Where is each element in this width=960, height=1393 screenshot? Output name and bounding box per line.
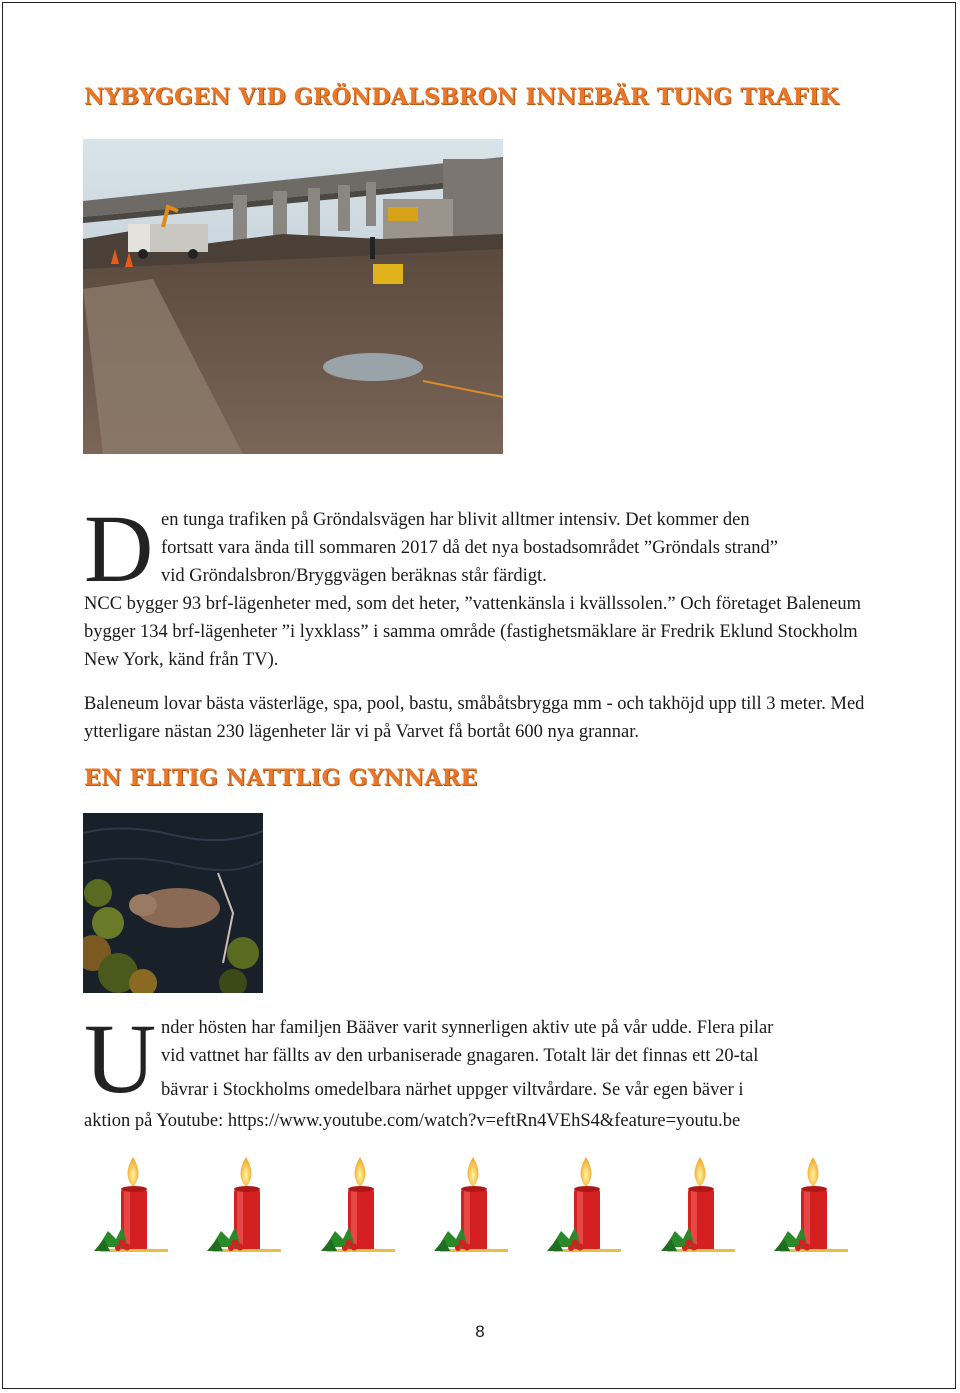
text-line-6: bävrar i Stockholms omedelbara närhet uppger viltvårdare. Se vår egen bäver i: [161, 1080, 744, 1100]
dropcap-u: U: [84, 1003, 157, 1114]
text-line-4: nder hösten har familjen Bääver varit synnerligen aktiv ute på vår udde. Flera pilar: [161, 1018, 774, 1038]
youtube-line: aktion på Youtube: https://www.youtube.com/watch?v=eftRn4VEhS4&feature=youtu.be: [84, 1111, 741, 1131]
article-heading-construction: NYBYGGEN VID GRÖNDALSBRON INNEBÄR TUNG TRAFIK: [84, 84, 839, 110]
christmas-candle-icon: [201, 1155, 291, 1265]
text-line-3: vid Gröndalsbron/Bryggvägen beräknas står färdigt.: [161, 566, 547, 586]
christmas-candle-icon: [541, 1155, 631, 1265]
article-heading-beaver: EN FLITIG NATTLIG GYNNARE: [84, 765, 478, 791]
dropcap-d: D: [84, 495, 154, 602]
construction-site-photo: [83, 139, 503, 454]
christmas-candle-icon: [88, 1155, 178, 1265]
paragraph-baleneum: Baleneum lovar bästa västerläge, spa, pool, bastu, småbåtsbrygga mm - och takhöjd upp till 3 meter. Med ytterligare nästan 230 lägenheter lär vi på Varvet få bortåt 600 nya grannar.: [84, 694, 865, 742]
text-line-2: fortsatt vara ända till sommaren 2017 då det nya bostadsområdet ”Gröndals strand”: [161, 538, 778, 558]
page-number: 8: [475, 1322, 485, 1341]
text-line-5: vid vattnet har fällts av den urbaniserade gnagaren. Totalt lär det finnas ett 20-tal: [161, 1046, 759, 1066]
christmas-candle-icon: [655, 1155, 745, 1265]
christmas-candle-icon: [315, 1155, 405, 1265]
paragraph-ncc: NCC bygger 93 brf-lägenheter med, som det heter, ”vattenkänsla i kvällssolen.” Och företaget Baleneum bygger 134 brf-lägenheter ”i lyxklass” i samma område (fastighetsmäklare är Fredrik Eklund Stockholm New York, känd från TV).: [84, 594, 862, 670]
christmas-candle-icon: [768, 1155, 858, 1265]
beaver-photo: [83, 813, 263, 993]
christmas-candle-icon: [428, 1155, 518, 1265]
candle-row: [88, 1155, 858, 1265]
text-line-1: en tunga trafiken på Gröndalsvägen har blivit alltmer intensiv. Det kommer den: [161, 510, 750, 530]
